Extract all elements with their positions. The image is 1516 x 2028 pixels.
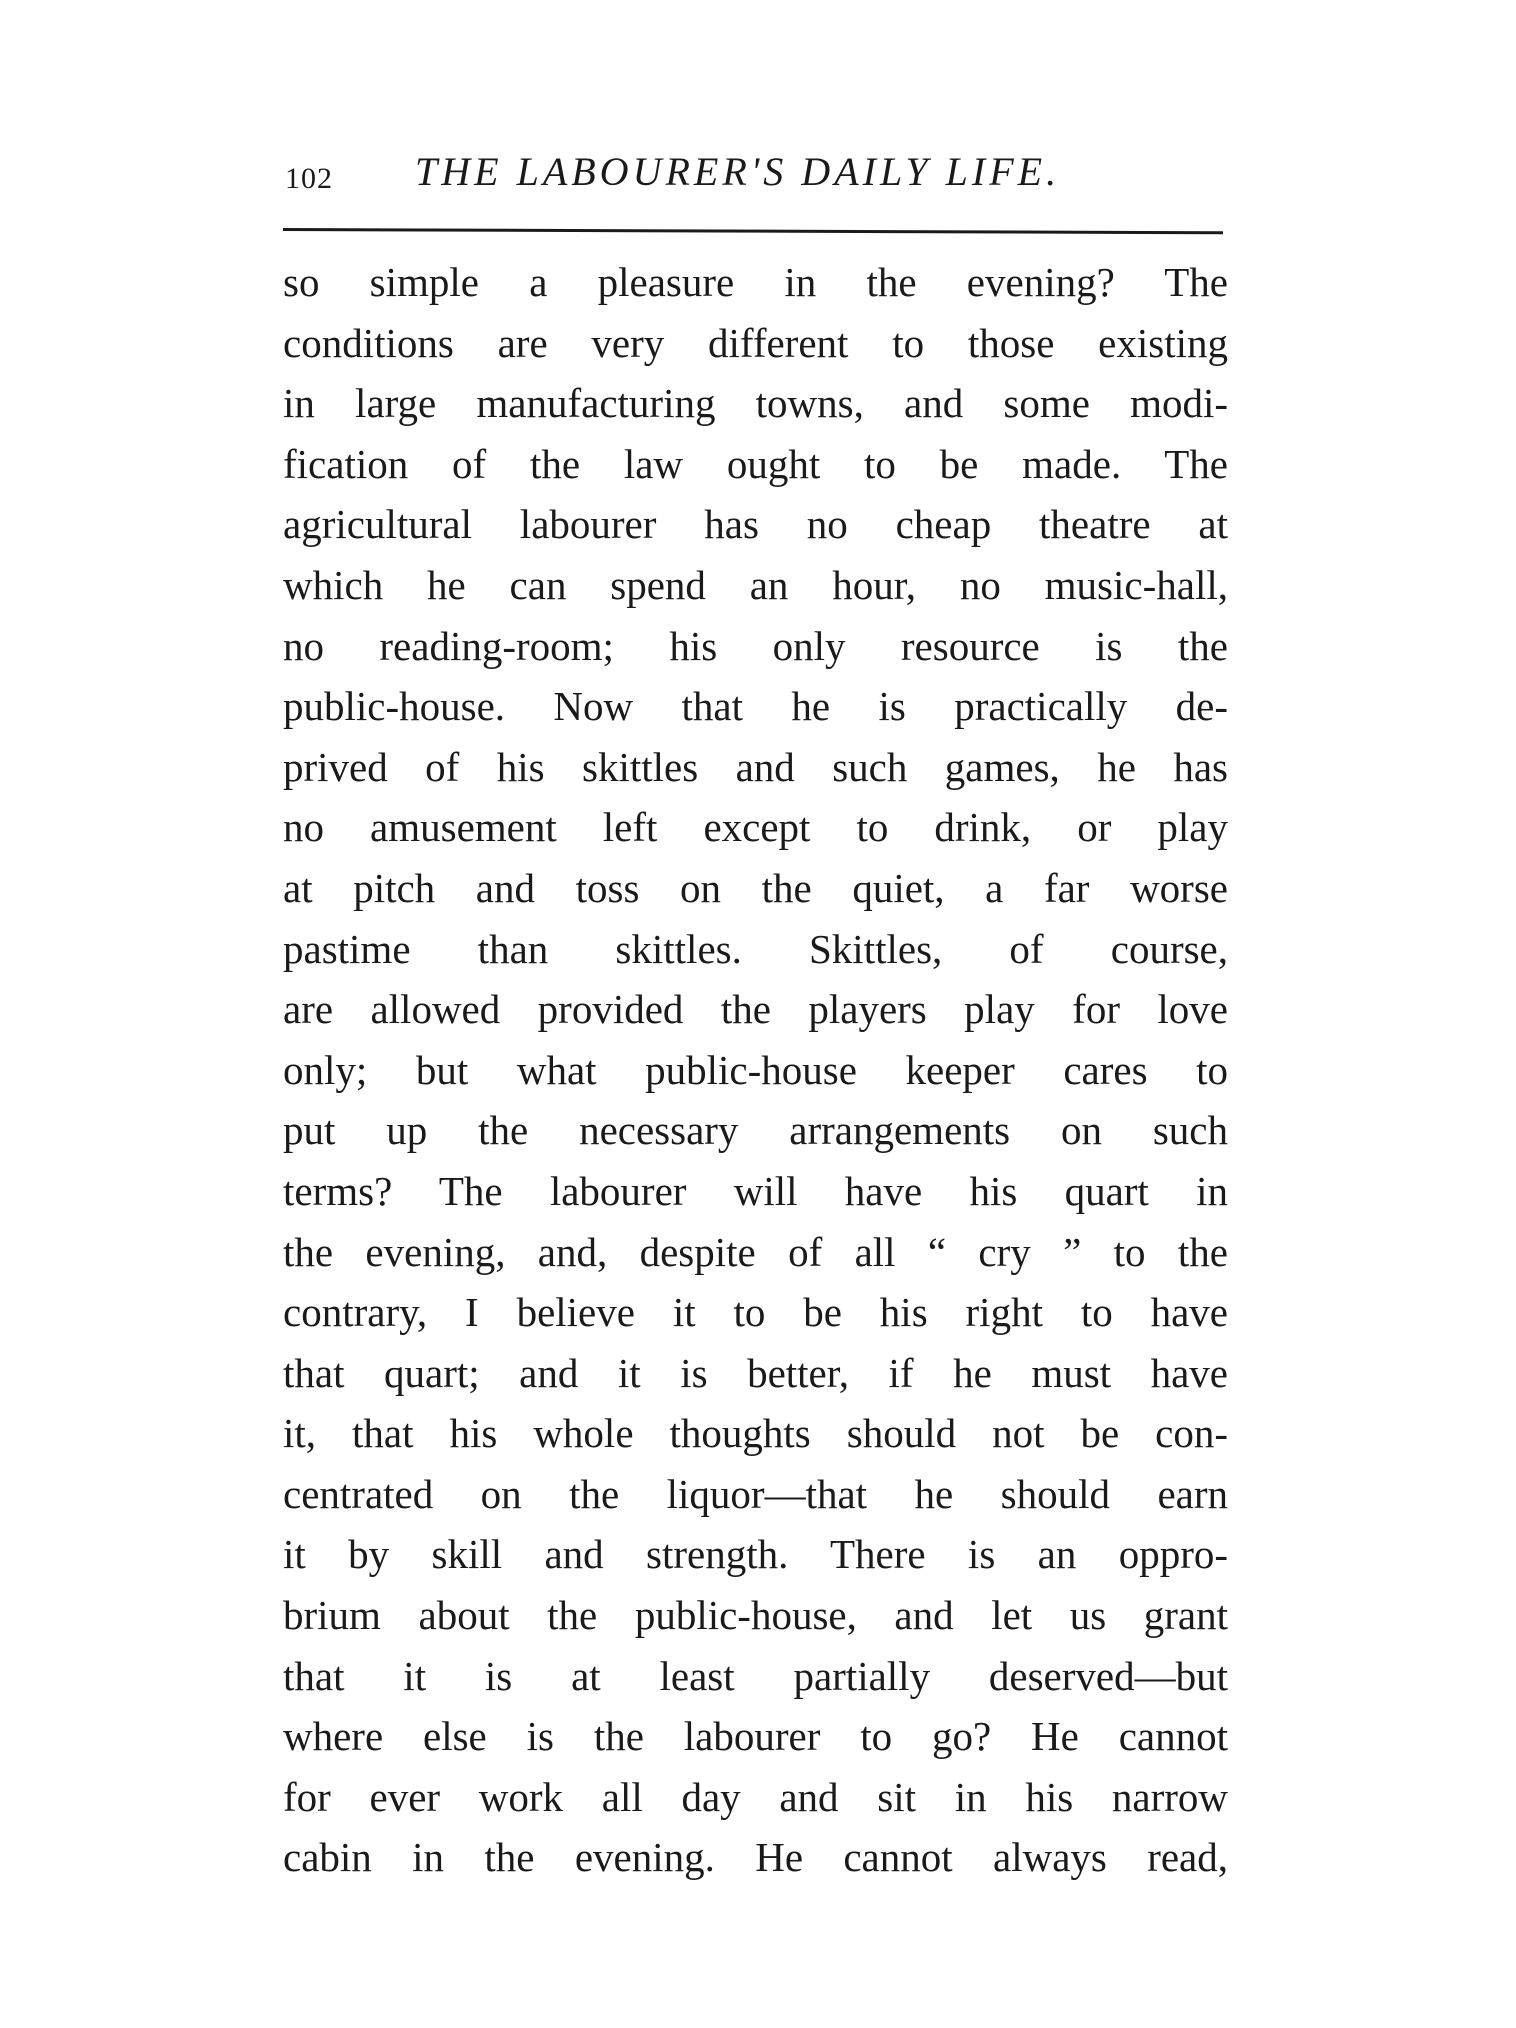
text-line: cabin in the evening. He cannot always read, [283, 1834, 1228, 1881]
text-line: prived of his skittles and such games, he has [283, 743, 1228, 790]
text-line: it, that his whole thoughts should not be con- [283, 1410, 1228, 1457]
text-line: at pitch and toss on the quiet, a far worse [283, 864, 1228, 911]
page-header [285, 148, 1225, 208]
text-line: contrary, I believe it to be his right to have [283, 1289, 1228, 1336]
text-line: conditions are very different to those existing [283, 319, 1228, 366]
text-line: it by skill and strength. There is an oppro- [283, 1531, 1228, 1578]
text-line: put up the necessary arrangements on such [283, 1107, 1228, 1154]
header-rule [283, 228, 1223, 234]
page-number: 102 [285, 162, 333, 195]
text-line: which he can spend an hour, no music-hall, [283, 561, 1228, 608]
text-line: terms? The labourer will have his quart in [283, 1167, 1228, 1214]
text-line: brium about the public-house, and let us grant [283, 1592, 1228, 1639]
text-line: that quart; and it is better, if he must have [283, 1349, 1228, 1396]
text-line: where else is the labourer to go? He cannot [283, 1713, 1228, 1760]
text-line: are allowed provided the players play for love [283, 986, 1228, 1033]
body-text [283, 252, 1228, 1888]
text-line: so simple a pleasure in the evening? The [283, 259, 1228, 305]
running-head: THE LABOURER'S DAILY LIFE. [415, 149, 1061, 194]
text-line: agricultural labourer has no cheap theatre at [283, 501, 1228, 548]
text-line: public-house. Now that he is practically de- [283, 683, 1228, 730]
text-line: fication of the law ought to be made. The [283, 440, 1228, 487]
text-line: in large manufacturing towns, and some modi- [283, 380, 1228, 427]
text-line: no reading-room; his only resource is the [283, 622, 1228, 669]
text-line: centrated on the liquor—that he should earn [283, 1470, 1228, 1517]
text-line: pastime than skittles. Skittles, of course, [283, 925, 1228, 972]
text-line: the evening, and, despite of all “ cry ” to the [283, 1228, 1228, 1275]
text-line: that it is at least partially deserved—but [283, 1652, 1228, 1699]
text-line: no amusement left except to drink, or play [283, 804, 1228, 851]
text-line: for ever work all day and sit in his narrow [283, 1773, 1228, 1820]
text-line: only; but what public-house keeper cares to [283, 1046, 1228, 1093]
